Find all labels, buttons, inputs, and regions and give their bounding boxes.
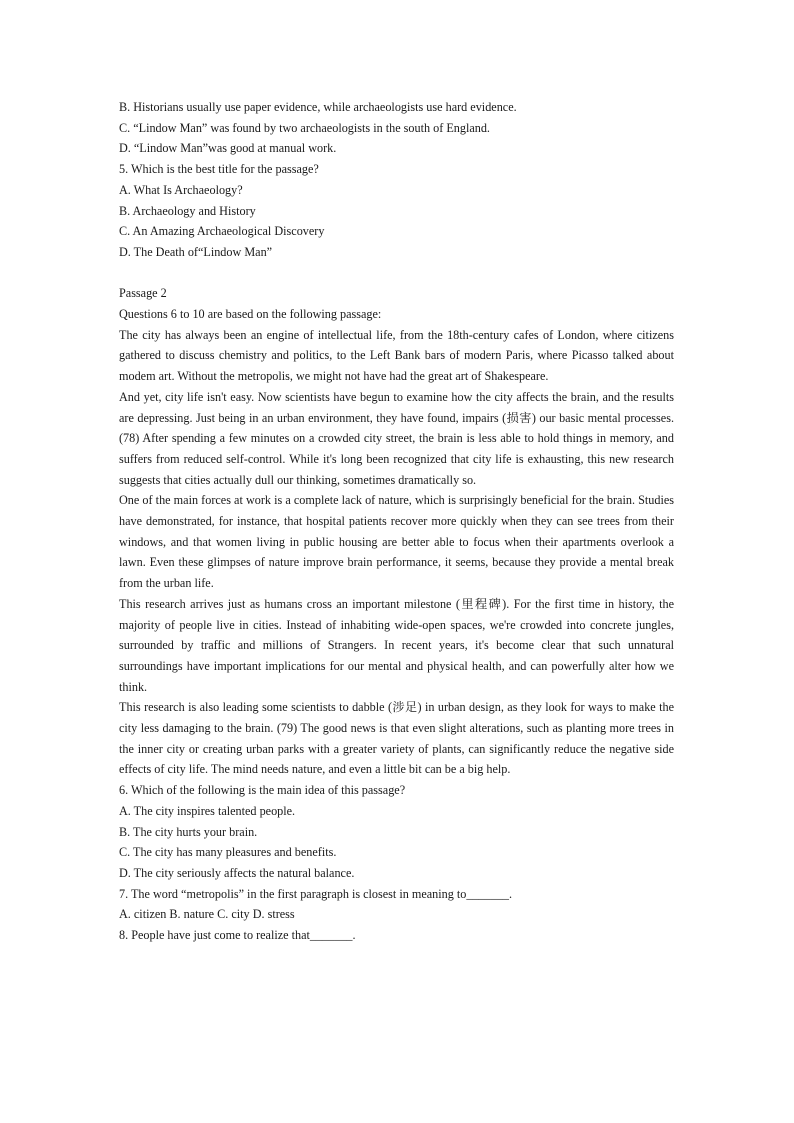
option-line: B. Archaeology and History — [119, 203, 256, 218]
option-line: B. The city hurts your brain. — [119, 824, 258, 839]
option-line: B. Historians usually use paper evidence, while archaeologists use hard evidence. — [119, 100, 517, 114]
paragraph: The city has always been an engine of intellectual life, from the 18th-century cafes of London, where citizens gathered to discuss chemistry and politics, to the Left Bank bars of modern Paris, where Picasso talked about modem art. Without the metropolis, we might not have had the great art of Shakespeare. — [119, 327, 674, 384]
passage-intro: Questions 6 to 10 are based on the following passage: — [119, 307, 382, 322]
paragraph: One of the main forces at work is a complete lack of nature, which is surprisingly beneficial for the brain. Studies have demonstrated, for instance, that hospital patients recover more quickly when they can see trees from their windows, and that women living in public housing are better able to focus when their apartments overlook a lawn. Even these glimpses of nature improve brain performance, it seems, because they provide a mental break from the urban life. — [119, 493, 674, 591]
option-line: A. citizen B. nature C. city D. stress — [119, 907, 295, 922]
option-line: C. “Lindow Man” was found by two archaeologists in the south of England. — [119, 120, 490, 135]
option-line: C. The city has many pleasures and benefits. — [119, 845, 337, 860]
option-line: C. An Amazing Archaeological Discovery — [119, 224, 325, 239]
question-line: 8. People have just come to realize that_______. — [119, 928, 356, 943]
question-line: 5. Which is the best title for the passage? — [119, 162, 319, 177]
question-block-prev — [119, 97, 674, 263]
option-line: D. “Lindow Man”was good at manual work. — [119, 141, 337, 156]
paragraph: This research is also leading some scientists to dabble (涉足) in urban design, as they look for ways to make the city less damaging to the brain. (79) The good news is that even slight alterations, such as planting more trees in the inner city or creating urban parks with a greater variety of plants, can significantly reduce the negative side effects of city life. The mind needs nature, and even a little bit can be a big help. — [119, 700, 674, 777]
option-line: A. The city inspires talented people. — [119, 803, 296, 818]
paragraph: This research arrives just as humans cross an important milestone (里程碑). For the first time in history, the majority of people live in cities. Instead of inhabiting wide-open spaces, we're crowded into concrete jungles, surrounded by traffic and millions of Strangers. In recent years, it's become clear that such unnatural surroundings have important implications for our mental and physical health, and can powerfully alter how we think. — [119, 596, 674, 694]
paragraph: And yet, city life isn't easy. Now scientists have begun to examine how the city affects the brain, and the results are depressing. Just being in an urban environment, they have found, impairs (损害) our basic mental processes. (78) After spending a few minutes on a crowded city street, the brain is less able to hold things in memory, and suffers from reduced self-control. While it's long been recognized that city life is exhausting, this new research suggests that cities actually dull our thinking, sometimes dramatically so. — [119, 389, 674, 487]
question-line: 6. Which of the following is the main idea of this passage? — [119, 783, 406, 798]
spacer — [119, 263, 674, 284]
question-line: 7. The word “metropolis” in the first paragraph is closest in meaning to_______. — [119, 886, 513, 901]
option-line: D. The Death of“Lindow Man” — [119, 244, 273, 259]
passage-body — [119, 325, 674, 780]
document-page — [119, 97, 674, 946]
option-line: A. What Is Archaeology? — [119, 182, 243, 197]
option-line: D. The city seriously affects the natural balance. — [119, 866, 355, 880]
question-block — [119, 780, 674, 946]
passage-title: Passage 2 — [119, 286, 167, 301]
